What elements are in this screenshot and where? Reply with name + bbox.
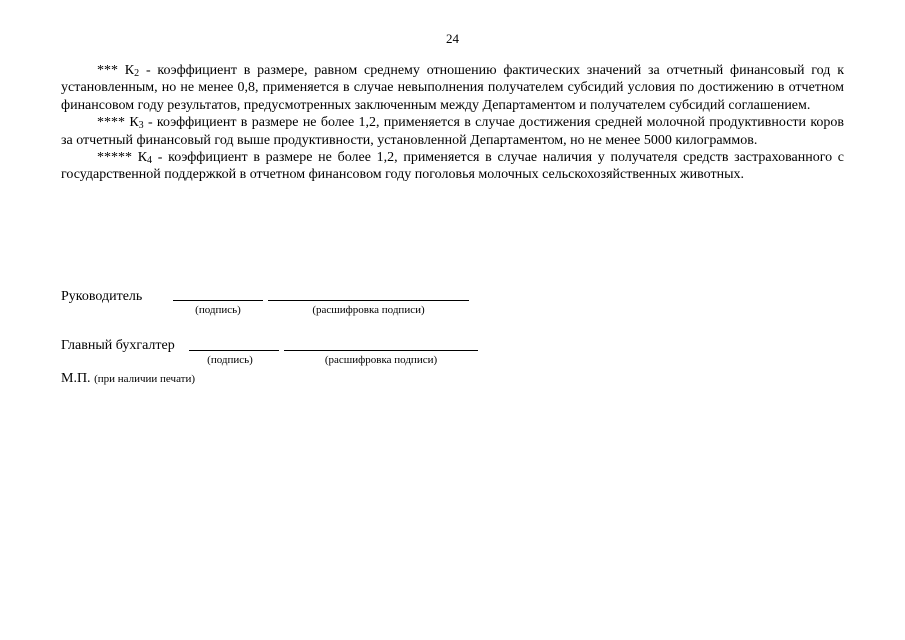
accountant-signature-line xyxy=(189,350,279,351)
coefficient-letter: К xyxy=(129,115,139,131)
footnote-marker: **** xyxy=(97,115,125,131)
stamp-label: М.П. xyxy=(61,371,91,386)
footnote-k3 xyxy=(61,114,844,149)
coefficient-index: 4 xyxy=(147,155,153,167)
footnote-marker: ***** xyxy=(97,150,132,166)
stamp-note: (при наличии печати) xyxy=(94,373,196,385)
accountant-label: Главный бухгалтер xyxy=(61,338,175,353)
footnote-k4 xyxy=(61,149,844,184)
footnote-text: - коэффициент в размере не более 1,2, применяется в случае достижения средней молочной продуктивности коров за отчетный финансовый год выше продуктивности, установленной Департаментом, но не менее 5000 килограммов. xyxy=(61,115,845,148)
accountant-transcript-line xyxy=(284,350,478,351)
head-transcript-line xyxy=(268,300,469,301)
head-signature-caption: (подпись) xyxy=(195,304,241,316)
accountant-signature-caption: (подпись) xyxy=(207,354,253,366)
coefficient-index: 2 xyxy=(134,68,140,79)
footnote-k2 xyxy=(61,62,844,114)
coefficient-letter: К xyxy=(124,63,135,78)
footnote-text: - коэффициент в размере, равном среднему отношению фактических значений за отчетный финансовый год к установленным, но не менее 0,8, применяется в случае невыполнения получателем субсидий условия по достижению в отчетном финансовом году результатов, предусмотренных заключенным между Департаментом и получателем субсидий соглашением. xyxy=(61,63,845,113)
head-label: Руководитель xyxy=(61,289,143,304)
footnote-marker: *** xyxy=(97,63,118,78)
page-number: 24 xyxy=(446,31,459,46)
stamp-place xyxy=(61,371,195,387)
head-signature-line xyxy=(173,300,263,301)
head-transcript-caption: (расшифровка подписи) xyxy=(312,304,425,316)
coefficient-index: 3 xyxy=(138,120,144,132)
coefficient-letter: К xyxy=(137,150,148,166)
footnote-text: - коэффициент в размере не более 1,2, применяется в случае наличия у получателя средств застрахованного с государственной поддержкой в отчетном финансовом году поголовья молочных сельскохозяйственных животных. xyxy=(61,150,845,183)
footnotes-block xyxy=(61,62,844,184)
accountant-transcript-caption: (расшифровка подписи) xyxy=(324,354,438,366)
